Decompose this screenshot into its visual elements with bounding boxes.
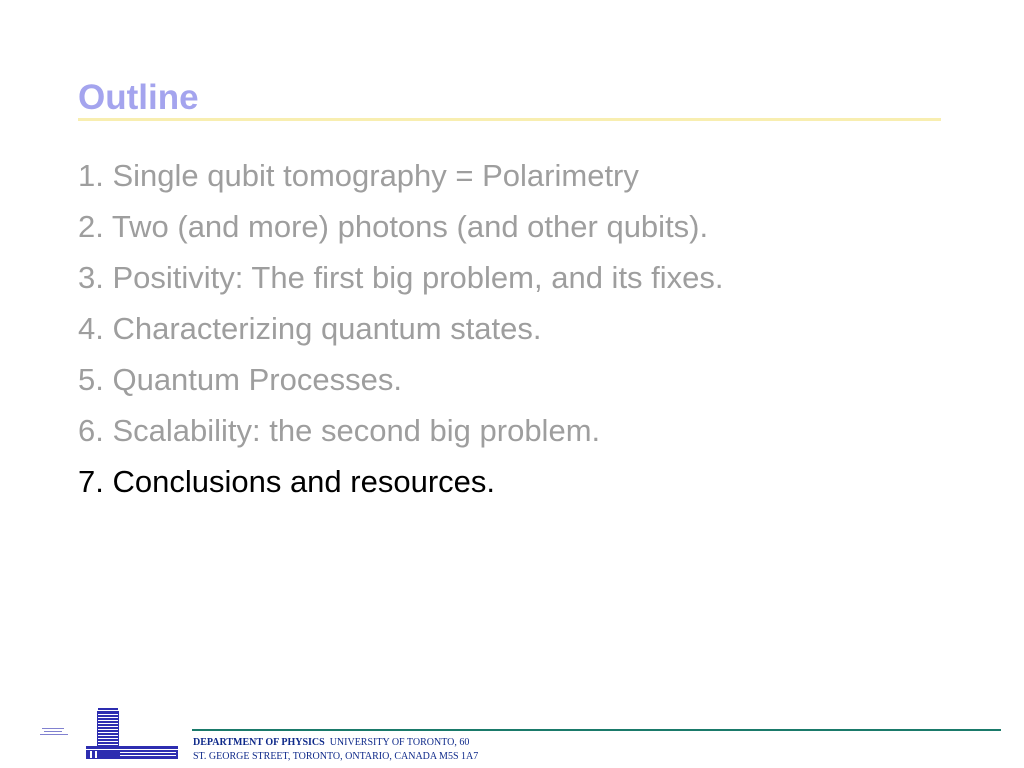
outline-item-3: 3. Positivity: The first big problem, and its fixes. [78,260,724,295]
footer-address [193,736,478,764]
title-divider [78,118,941,121]
footer-address-line-1: UNIVERSITY OF TORONTO, 60 [329,737,470,748]
footer-department: DEPARTMENT OF PHYSICS [193,737,325,748]
footer-address-line-2: ST. GEORGE STREET, TORONTO, ONTARIO, CANADA M5S 1A7 [193,751,479,762]
outline-item-6: 6. Scalability: the second big problem. [78,413,601,448]
footer-divider [192,729,1001,731]
outline-item-1: 1. Single qubit tomography = Polarimetry [78,158,639,193]
footer-line-1 [193,736,478,750]
physics-building-logo-icon [40,702,180,762]
slide-title: Outline [78,78,199,117]
outline-list [78,150,724,507]
outline-item-7: 7. Conclusions and resources. [78,464,496,499]
outline-item-2: 2. Two (and more) photons (and other qubits). [78,209,709,244]
outline-item-4: 4. Characterizing quantum states. [78,311,542,346]
outline-item-5: 5. Quantum Processes. [78,362,402,397]
